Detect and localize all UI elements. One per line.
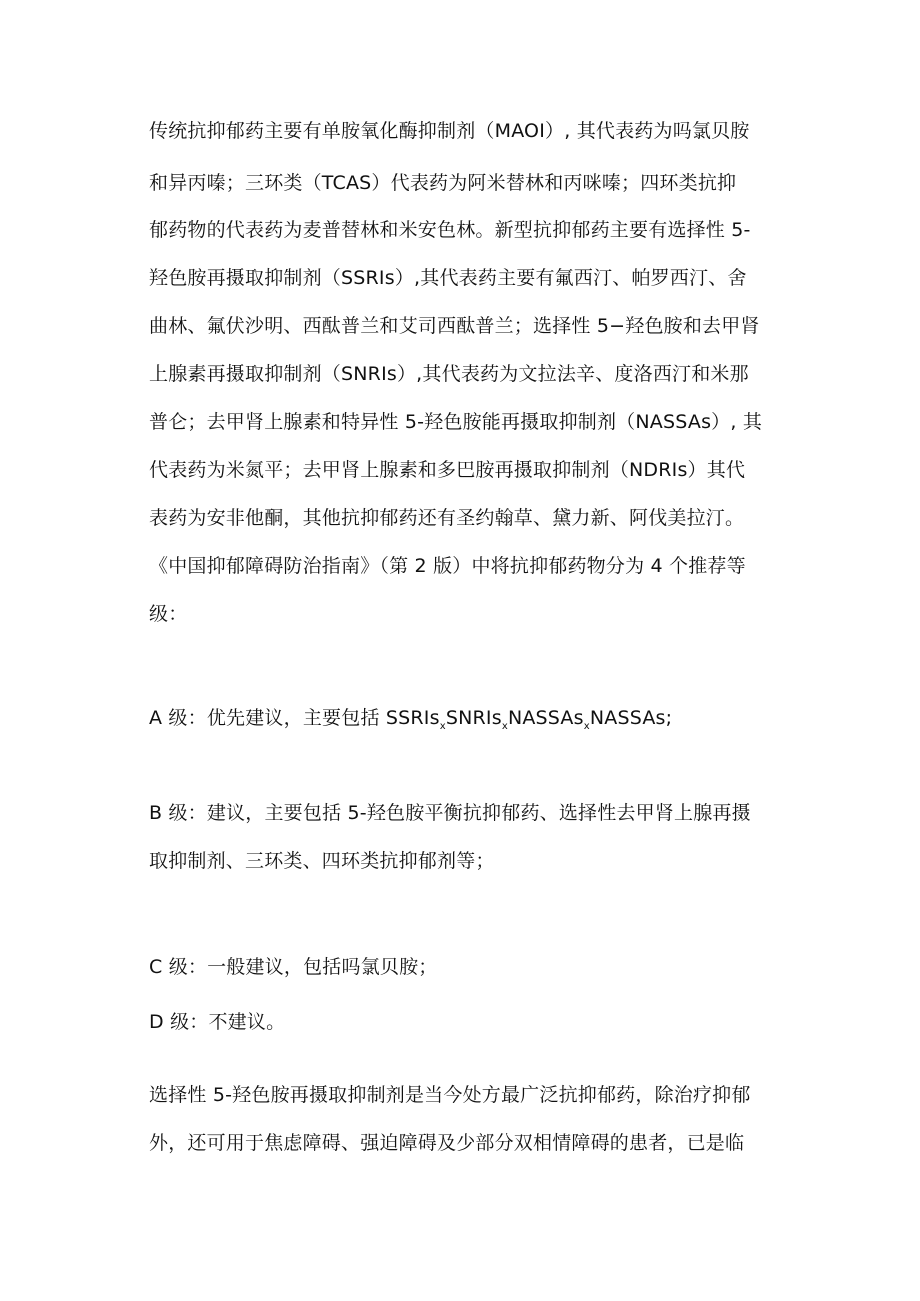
grade-a-separator: x [501, 720, 508, 732]
grade-c-line: C 级：一般建议，包括吗氯贝胺； [149, 956, 438, 978]
grade-a-separator: x [583, 720, 590, 732]
grade-a-item: SNRIs [445, 707, 502, 729]
grade-d-line: D 级：不建议。 [149, 1011, 286, 1033]
grade-a-item: NASSAs; [589, 707, 673, 729]
grade-b-line: B 级：建议，主要包括 5-羟色胺平衡抗抑郁药、选择性去甲肾上腺再摄 [149, 802, 751, 824]
paragraph2-line: 选择性 5-羟色胺再摄取抑制剂是当今处方最广泛抗抑郁药，除治疗抑郁 [149, 1084, 751, 1106]
grade-a-separator: x [439, 720, 446, 732]
grade-b-line: 取抑制剂、三环类、四环类抗抑郁剂等； [149, 850, 495, 872]
paragraph1-line: 传统抗抑郁药主要有单胺氧化酶抑制剂（MAOI）, 其代表药为吗氯贝胺 [149, 120, 750, 142]
paragraph1-line: 羟色胺再摄取抑制剂（SSRIs）,其代表药主要有氟西汀、帕罗西汀、舍 [149, 267, 747, 289]
paragraph1-line: 《中国抑郁障碍防治指南》（第 2 版）中将抗抑郁药物分为 4 个推荐等 [149, 555, 746, 577]
grade-a-line [149, 706, 672, 739]
paragraph2-line: 外，还可用于焦虑障碍、强迫障碍及少部分双相情障碍的患者，已是临 [149, 1132, 745, 1154]
paragraph1-line: 郁药物的代表药为麦普替林和米安色林。新型抗抑郁药主要有选择性 5- [149, 219, 751, 241]
grade-a-text: A 级：优先建议，主要包括 SSRIs [149, 707, 440, 729]
paragraph1-line: 表药为安非他酮，其他抗抑郁药还有圣约翰草、黛力新、阿伐美拉汀。 [149, 507, 745, 529]
paragraph1-line: 普仑；去甲肾上腺素和特异性 5-羟色胺能再摄取抑制剂（NASSAs）, 其 [149, 411, 763, 433]
paragraph1-line: 和异丙嗪；三环类（TCAS）代表药为阿米替林和丙咪嗪；四环类抗抑 [149, 172, 737, 194]
paragraph1-line: 级： [149, 603, 188, 625]
paragraph1-line: 曲林、氟伏沙明、西酞普兰和艾司西酞普兰；选择性 5−羟色胺和去甲肾 [149, 315, 760, 337]
paragraph1-line: 上腺素再摄取抑制剂（SNRIs）,其代表药为文拉法辛、度洛西汀和米那 [149, 363, 749, 385]
paragraph1-line: 代表药为米氮平；去甲肾上腺素和多巴胺再摄取抑制剂（NDRIs）其代 [149, 459, 746, 481]
grade-a-item: NASSAs [507, 707, 584, 729]
